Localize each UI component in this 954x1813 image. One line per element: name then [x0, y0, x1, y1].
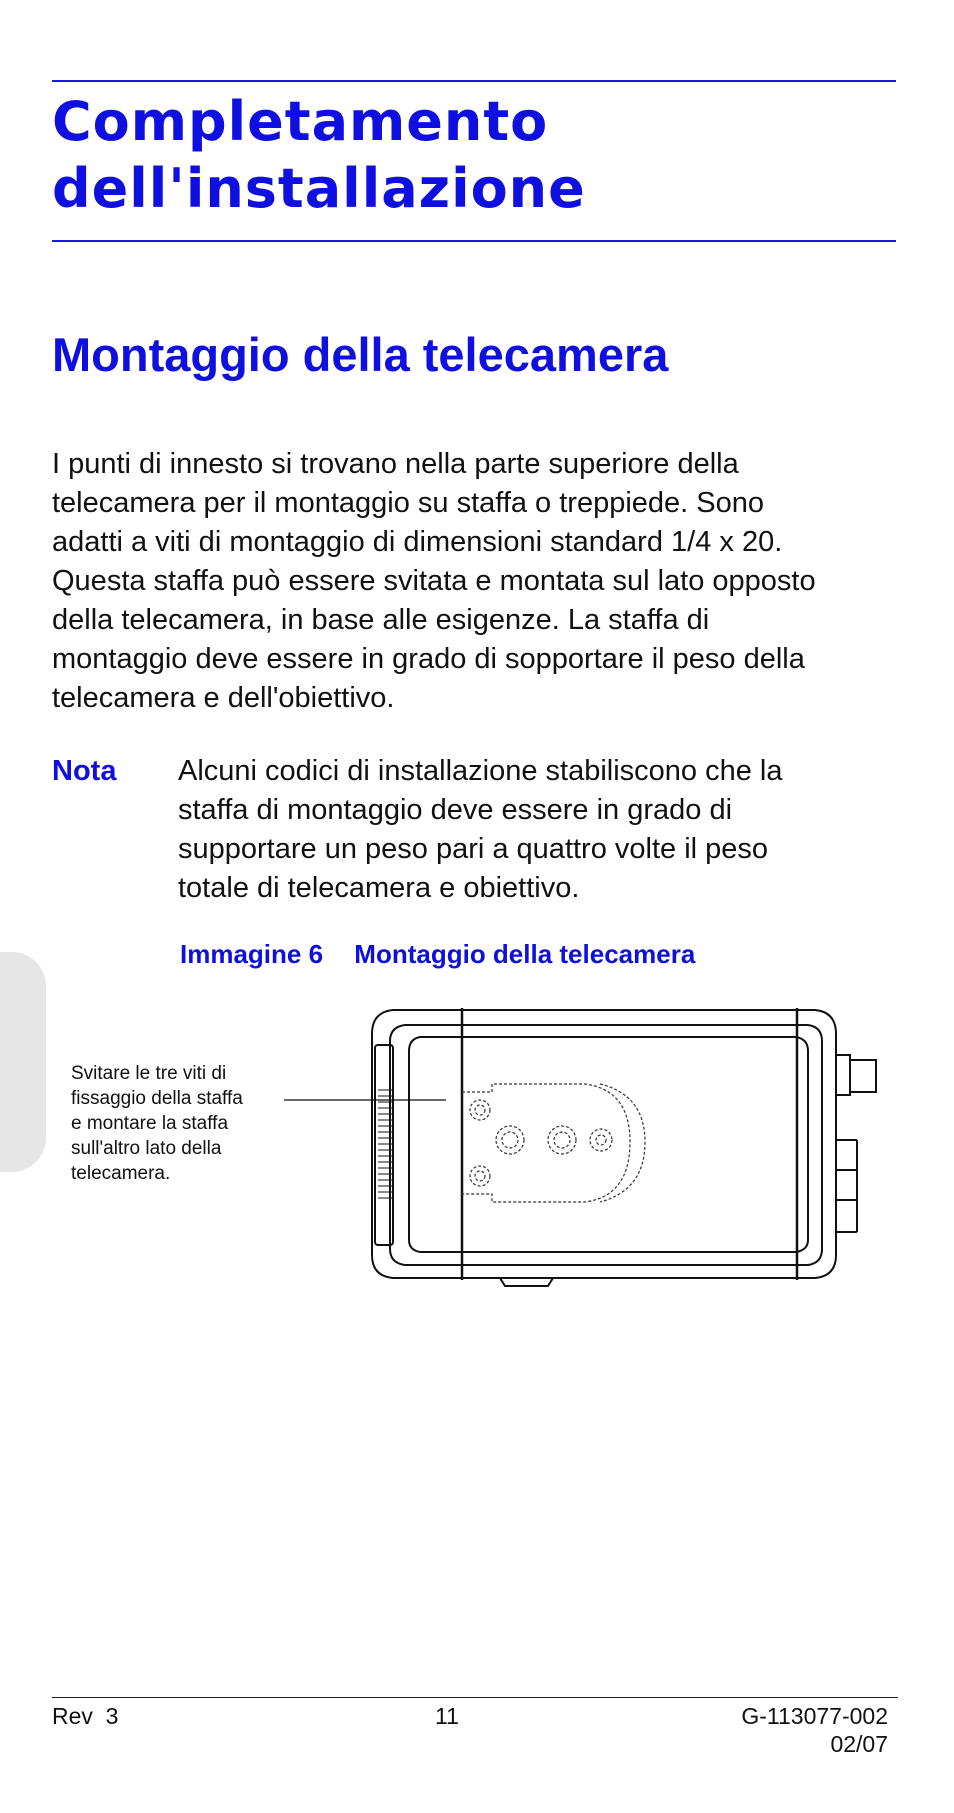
figure-caption	[180, 938, 695, 970]
body-line: I punti di innesto si trovano nella parte superiore della	[52, 448, 739, 480]
body-line: adatti a viti di montaggio di dimensioni standard 1/4 x 20.	[52, 526, 783, 558]
bracket-screw	[590, 1129, 612, 1151]
rear-connector-cap	[850, 1060, 876, 1092]
figure-caption-text: Montaggio della telecamera	[354, 939, 696, 969]
body-line: telecamera e dell'obiettivo.	[52, 682, 395, 714]
note-label: Nota	[52, 755, 117, 787]
body-line: telecamera per il montaggio su staffa o treppiede. Sono	[52, 487, 765, 519]
footer-doc-number: G-113077-002	[741, 1703, 888, 1729]
bracket-screw-hole	[470, 1100, 490, 1120]
note-line: totale di telecamera e obiettivo.	[178, 872, 580, 904]
rear-connector	[836, 1055, 850, 1095]
note-line: supportare un peso pari a quattro volte il peso	[178, 833, 769, 865]
chapter-title	[52, 88, 896, 222]
footer-page-number: 11	[435, 1703, 459, 1729]
note-text	[178, 752, 898, 908]
body-paragraph	[52, 445, 902, 718]
footer-doc-info	[741, 1702, 888, 1758]
bracket-screw-hole	[470, 1166, 490, 1186]
chapter-title-line: Completamento	[52, 90, 549, 153]
chapter-bottom-rule	[52, 240, 896, 242]
callout-line: sull'altro lato della	[71, 1138, 222, 1159]
figure-callout	[71, 1061, 243, 1186]
bracket-screw	[548, 1126, 576, 1154]
camera-body-inner	[390, 1025, 822, 1265]
bracket-screw	[496, 1126, 524, 1154]
body-line: della telecamera, in base alle esigenze. La staffa di	[52, 604, 710, 636]
camera-body-outline	[372, 1010, 836, 1278]
note-line: staffa di montaggio deve essere in grado di	[178, 794, 733, 826]
camera-panel	[409, 1037, 808, 1252]
callout-line: telecamera.	[71, 1163, 171, 1184]
chapter-top-rule	[52, 80, 896, 82]
footer-date: 02/07	[830, 1731, 888, 1757]
chapter-title-line: dell'installazione	[52, 157, 586, 220]
figure-number: Immagine 6	[180, 939, 324, 969]
callout-line: e montare la staffa	[71, 1113, 229, 1134]
body-line: Questa staffa può essere svitata e montata sul lato opposto	[52, 565, 816, 597]
note-line: Alcuni codici di installazione stabiliscono che la	[178, 755, 783, 787]
footer-rule	[52, 1697, 898, 1698]
section-title: Montaggio della telecamera	[52, 328, 669, 381]
callout-line: Svitare le tre viti di	[71, 1063, 227, 1084]
footer-revision: Rev 3	[52, 1703, 119, 1729]
callout-line: fissaggio della staffa	[71, 1088, 243, 1109]
mounting-bracket-outline	[462, 1084, 630, 1202]
body-line: montaggio deve essere in grado di sopportare il peso della	[52, 643, 805, 675]
